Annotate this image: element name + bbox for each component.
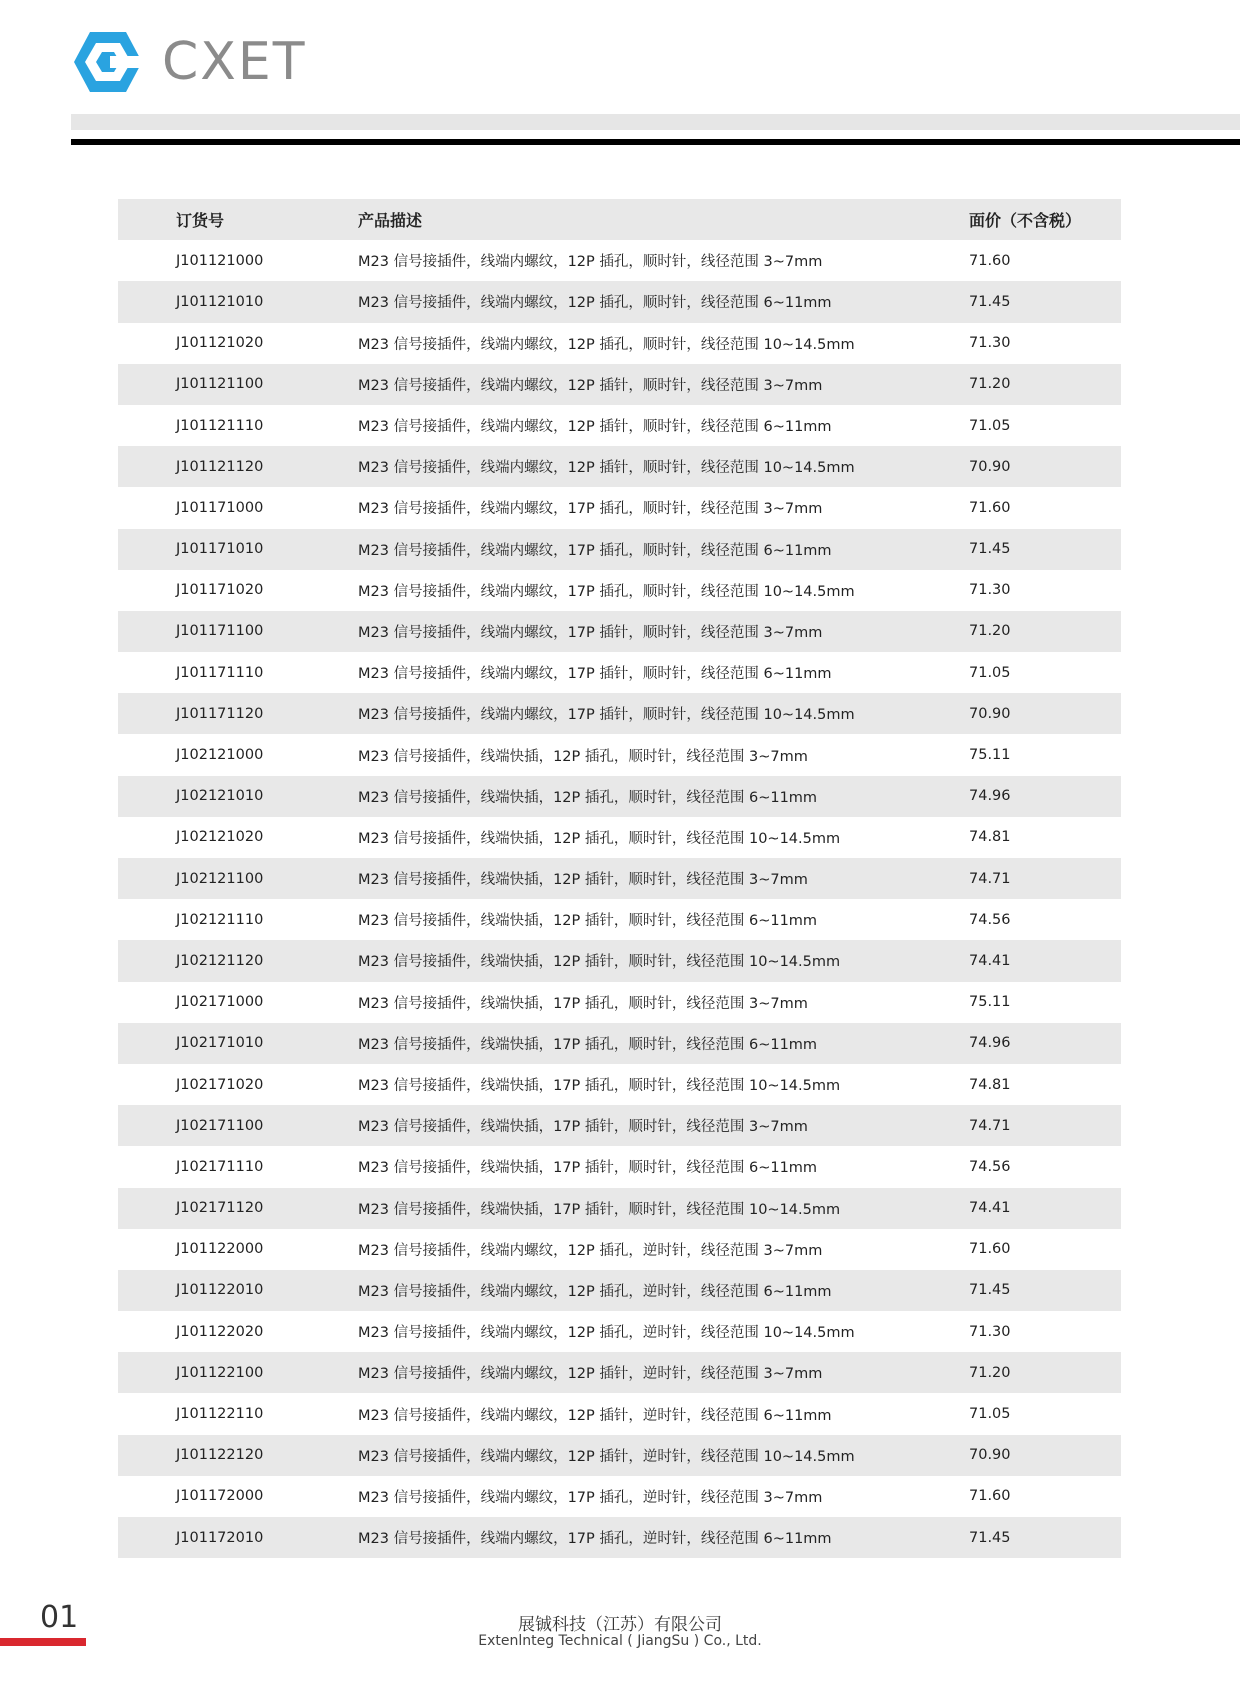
table-row	[118, 1517, 1121, 1558]
order-code: J102121110	[176, 911, 264, 928]
product-description: M23 信号接插件，线端快插，12P 插孔，顺时针，线径范围 3~7mm	[358, 748, 808, 765]
product-description: M23 信号接插件，线端内螺纹，12P 插针，逆时针，线径范围 3~7mm	[358, 1366, 823, 1383]
table-row	[118, 611, 1121, 652]
list-price: 71.60	[969, 1488, 1011, 1505]
order-code: J101121010	[176, 293, 264, 310]
table-row	[118, 529, 1121, 570]
table-row	[118, 364, 1121, 405]
list-price: 74.56	[969, 1158, 1011, 1175]
header-code: 订货号	[176, 211, 225, 231]
list-price: 71.20	[969, 376, 1011, 393]
order-code: J102171010	[176, 1035, 264, 1052]
header-price: 面价（不含税）	[969, 211, 1082, 231]
product-description: M23 信号接插件，线端内螺纹，17P 插孔，逆时针，线径范围 3~7mm	[358, 1489, 823, 1506]
table-row	[118, 1270, 1121, 1311]
table-row	[118, 1105, 1121, 1146]
list-price: 74.56	[969, 911, 1011, 928]
table-row	[118, 240, 1121, 281]
order-code: J102171110	[176, 1158, 264, 1175]
table-row	[118, 1311, 1121, 1352]
table-row	[118, 940, 1121, 981]
brand-logo	[72, 30, 307, 94]
brand-name: CXET	[162, 32, 307, 92]
list-price: 74.81	[969, 1076, 1011, 1093]
product-description: M23 信号接插件，线端内螺纹，17P 插针，顺时针，线径范围 10~14.5mm	[358, 707, 855, 724]
product-description: M23 信号接插件，线端内螺纹，17P 插针，顺时针，线径范围 3~7mm	[358, 624, 823, 641]
list-price: 71.30	[969, 1323, 1011, 1340]
product-description: M23 信号接插件，线端快插，12P 插针，顺时针，线径范围 3~7mm	[358, 872, 808, 889]
order-code: J101171110	[176, 664, 264, 681]
order-code: J102171120	[176, 1200, 264, 1217]
product-description: M23 信号接插件，线端内螺纹，12P 插孔，顺时针，线径范围 6~11mm	[358, 295, 832, 312]
product-description: M23 信号接插件，线端快插，17P 插针，顺时针，线径范围 10~14.5mm	[358, 1201, 841, 1218]
list-price: 71.20	[969, 1364, 1011, 1381]
order-code: J102121000	[176, 747, 264, 764]
order-code: J101121000	[176, 252, 264, 269]
order-code: J101121120	[176, 458, 264, 475]
list-price: 71.45	[969, 1282, 1011, 1299]
page-number: 01	[40, 1600, 79, 1635]
order-code: J102121010	[176, 788, 264, 805]
order-code: J102121100	[176, 870, 264, 887]
order-code: J102171100	[176, 1117, 264, 1134]
list-price: 71.45	[969, 541, 1011, 558]
table-row	[118, 1188, 1121, 1229]
product-description: M23 信号接插件，线端内螺纹，17P 插孔，顺时针，线径范围 10~14.5mm	[358, 583, 855, 600]
list-price: 71.45	[969, 1529, 1011, 1546]
list-price: 74.81	[969, 829, 1011, 846]
product-description: M23 信号接插件，线端内螺纹，17P 插孔，顺时针，线径范围 6~11mm	[358, 542, 832, 559]
product-description: M23 信号接插件，线端内螺纹，17P 插孔，顺时针，线径范围 3~7mm	[358, 501, 823, 518]
product-description: M23 信号接插件，线端快插，17P 插孔，顺时针，线径范围 3~7mm	[358, 995, 808, 1012]
list-price: 71.30	[969, 582, 1011, 599]
list-price: 71.05	[969, 1406, 1011, 1423]
product-description: M23 信号接插件，线端快插，12P 插针，顺时针，线径范围 10~14.5mm	[358, 954, 841, 971]
list-price: 71.60	[969, 1241, 1011, 1258]
product-description: M23 信号接插件，线端内螺纹，12P 插针，逆时针，线径范围 6~11mm	[358, 1407, 832, 1424]
order-code: J101171000	[176, 499, 264, 516]
product-description: M23 信号接插件，线端快插，17P 插针，顺时针，线径范围 6~11mm	[358, 1160, 818, 1177]
table-row	[118, 1023, 1121, 1064]
table-row	[118, 652, 1121, 693]
order-code: J101122100	[176, 1364, 264, 1381]
product-description: M23 信号接插件，线端内螺纹，12P 插孔，逆时针，线径范围 3~7mm	[358, 1242, 823, 1259]
table-row	[118, 487, 1121, 528]
list-price: 74.71	[969, 1117, 1011, 1134]
table-row	[118, 1435, 1121, 1476]
order-code: J101121100	[176, 376, 264, 393]
list-price: 71.20	[969, 623, 1011, 640]
order-code: J102121120	[176, 952, 264, 969]
list-price: 71.30	[969, 335, 1011, 352]
company-name-cn: 展铖科技（江苏）有限公司	[518, 1615, 722, 1635]
product-description: M23 信号接插件，线端内螺纹，12P 插针，顺时针，线径范围 10~14.5mm	[358, 460, 855, 477]
product-description: M23 信号接插件，线端快插，12P 插孔，顺时针，线径范围 6~11mm	[358, 789, 818, 806]
list-price: 71.45	[969, 293, 1011, 310]
table-row	[118, 405, 1121, 446]
order-code: J101172010	[176, 1529, 264, 1546]
table-row	[118, 899, 1121, 940]
list-price: 70.90	[969, 458, 1011, 475]
list-price: 74.96	[969, 1035, 1011, 1052]
product-description: M23 信号接插件，线端内螺纹，12P 插针，逆时针，线径范围 10~14.5mm	[358, 1448, 855, 1465]
list-price: 74.96	[969, 788, 1011, 805]
table-row	[118, 858, 1121, 899]
order-code: J101171120	[176, 705, 264, 722]
list-price: 70.90	[969, 1447, 1011, 1464]
order-code: J101172000	[176, 1488, 264, 1505]
table-row	[118, 323, 1121, 364]
company-name-en: Extenlnteg Technical ( JiangSu ) Co., Ltd.	[478, 1633, 762, 1649]
order-code: J101171020	[176, 582, 264, 599]
price-table	[118, 199, 1121, 1558]
table-row	[118, 817, 1121, 858]
list-price: 74.71	[969, 870, 1011, 887]
table-row	[118, 776, 1121, 817]
header-band	[71, 114, 1240, 130]
order-code: J101122010	[176, 1282, 264, 1299]
hexagon-logo-icon	[72, 30, 144, 94]
product-description: M23 信号接插件，线端内螺纹，12P 插孔，顺时针，线径范围 10~14.5mm	[358, 336, 855, 353]
table-row	[118, 734, 1121, 775]
list-price: 74.41	[969, 952, 1011, 969]
order-code: J101122020	[176, 1323, 264, 1340]
order-code: J102171020	[176, 1076, 264, 1093]
order-code: J101122120	[176, 1447, 264, 1464]
list-price: 70.90	[969, 705, 1011, 722]
table-row	[118, 281, 1121, 322]
product-description: M23 信号接插件，线端快插，17P 插针，顺时针，线径范围 3~7mm	[358, 1119, 808, 1136]
list-price: 75.11	[969, 994, 1011, 1011]
list-price: 71.05	[969, 664, 1011, 681]
product-description: M23 信号接插件，线端快插，17P 插孔，顺时针，线径范围 6~11mm	[358, 1036, 818, 1053]
order-code: J102171000	[176, 994, 264, 1011]
table-row	[118, 1393, 1121, 1434]
order-code: J101121110	[176, 417, 264, 434]
table-header	[118, 199, 1121, 240]
order-code: J101171010	[176, 541, 264, 558]
product-description: M23 信号接插件，线端内螺纹，17P 插针，顺时针，线径范围 6~11mm	[358, 666, 832, 683]
product-description: M23 信号接插件，线端内螺纹，17P 插孔，逆时针，线径范围 6~11mm	[358, 1531, 832, 1548]
table-row	[118, 1064, 1121, 1105]
product-description: M23 信号接插件，线端内螺纹，12P 插孔，逆时针，线径范围 6~11mm	[358, 1283, 832, 1300]
product-description: M23 信号接插件，线端快插，12P 插孔，顺时针，线径范围 10~14.5mm	[358, 830, 841, 847]
table-row	[118, 1476, 1121, 1517]
order-code: J101122110	[176, 1406, 264, 1423]
product-description: M23 信号接插件，线端内螺纹，12P 插孔，顺时针，线径范围 3~7mm	[358, 254, 823, 271]
header-rule	[71, 139, 1240, 145]
order-code: J101122000	[176, 1241, 264, 1258]
list-price: 71.60	[969, 252, 1011, 269]
product-description: M23 信号接插件，线端快插，17P 插孔，顺时针，线径范围 10~14.5mm	[358, 1078, 841, 1095]
list-price: 74.41	[969, 1200, 1011, 1217]
header-desc: 产品描述	[358, 211, 423, 231]
product-description: M23 信号接插件，线端内螺纹，12P 插针，顺时针，线径范围 3~7mm	[358, 377, 823, 394]
table-row	[118, 1146, 1121, 1187]
table-row	[118, 982, 1121, 1023]
order-code: J101121020	[176, 335, 264, 352]
product-description: M23 信号接插件，线端快插，12P 插针，顺时针，线径范围 6~11mm	[358, 913, 818, 930]
list-price: 75.11	[969, 747, 1011, 764]
table-row	[118, 693, 1121, 734]
table-row	[118, 570, 1121, 611]
list-price: 71.05	[969, 417, 1011, 434]
table-row	[118, 1352, 1121, 1393]
list-price: 71.60	[969, 499, 1011, 516]
order-code: J101171100	[176, 623, 264, 640]
order-code: J102121020	[176, 829, 264, 846]
table-row	[118, 1229, 1121, 1270]
product-description: M23 信号接插件，线端内螺纹，12P 插孔，逆时针，线径范围 10~14.5mm	[358, 1325, 855, 1342]
table-row	[118, 446, 1121, 487]
product-description: M23 信号接插件，线端内螺纹，12P 插针，顺时针，线径范围 6~11mm	[358, 419, 832, 436]
